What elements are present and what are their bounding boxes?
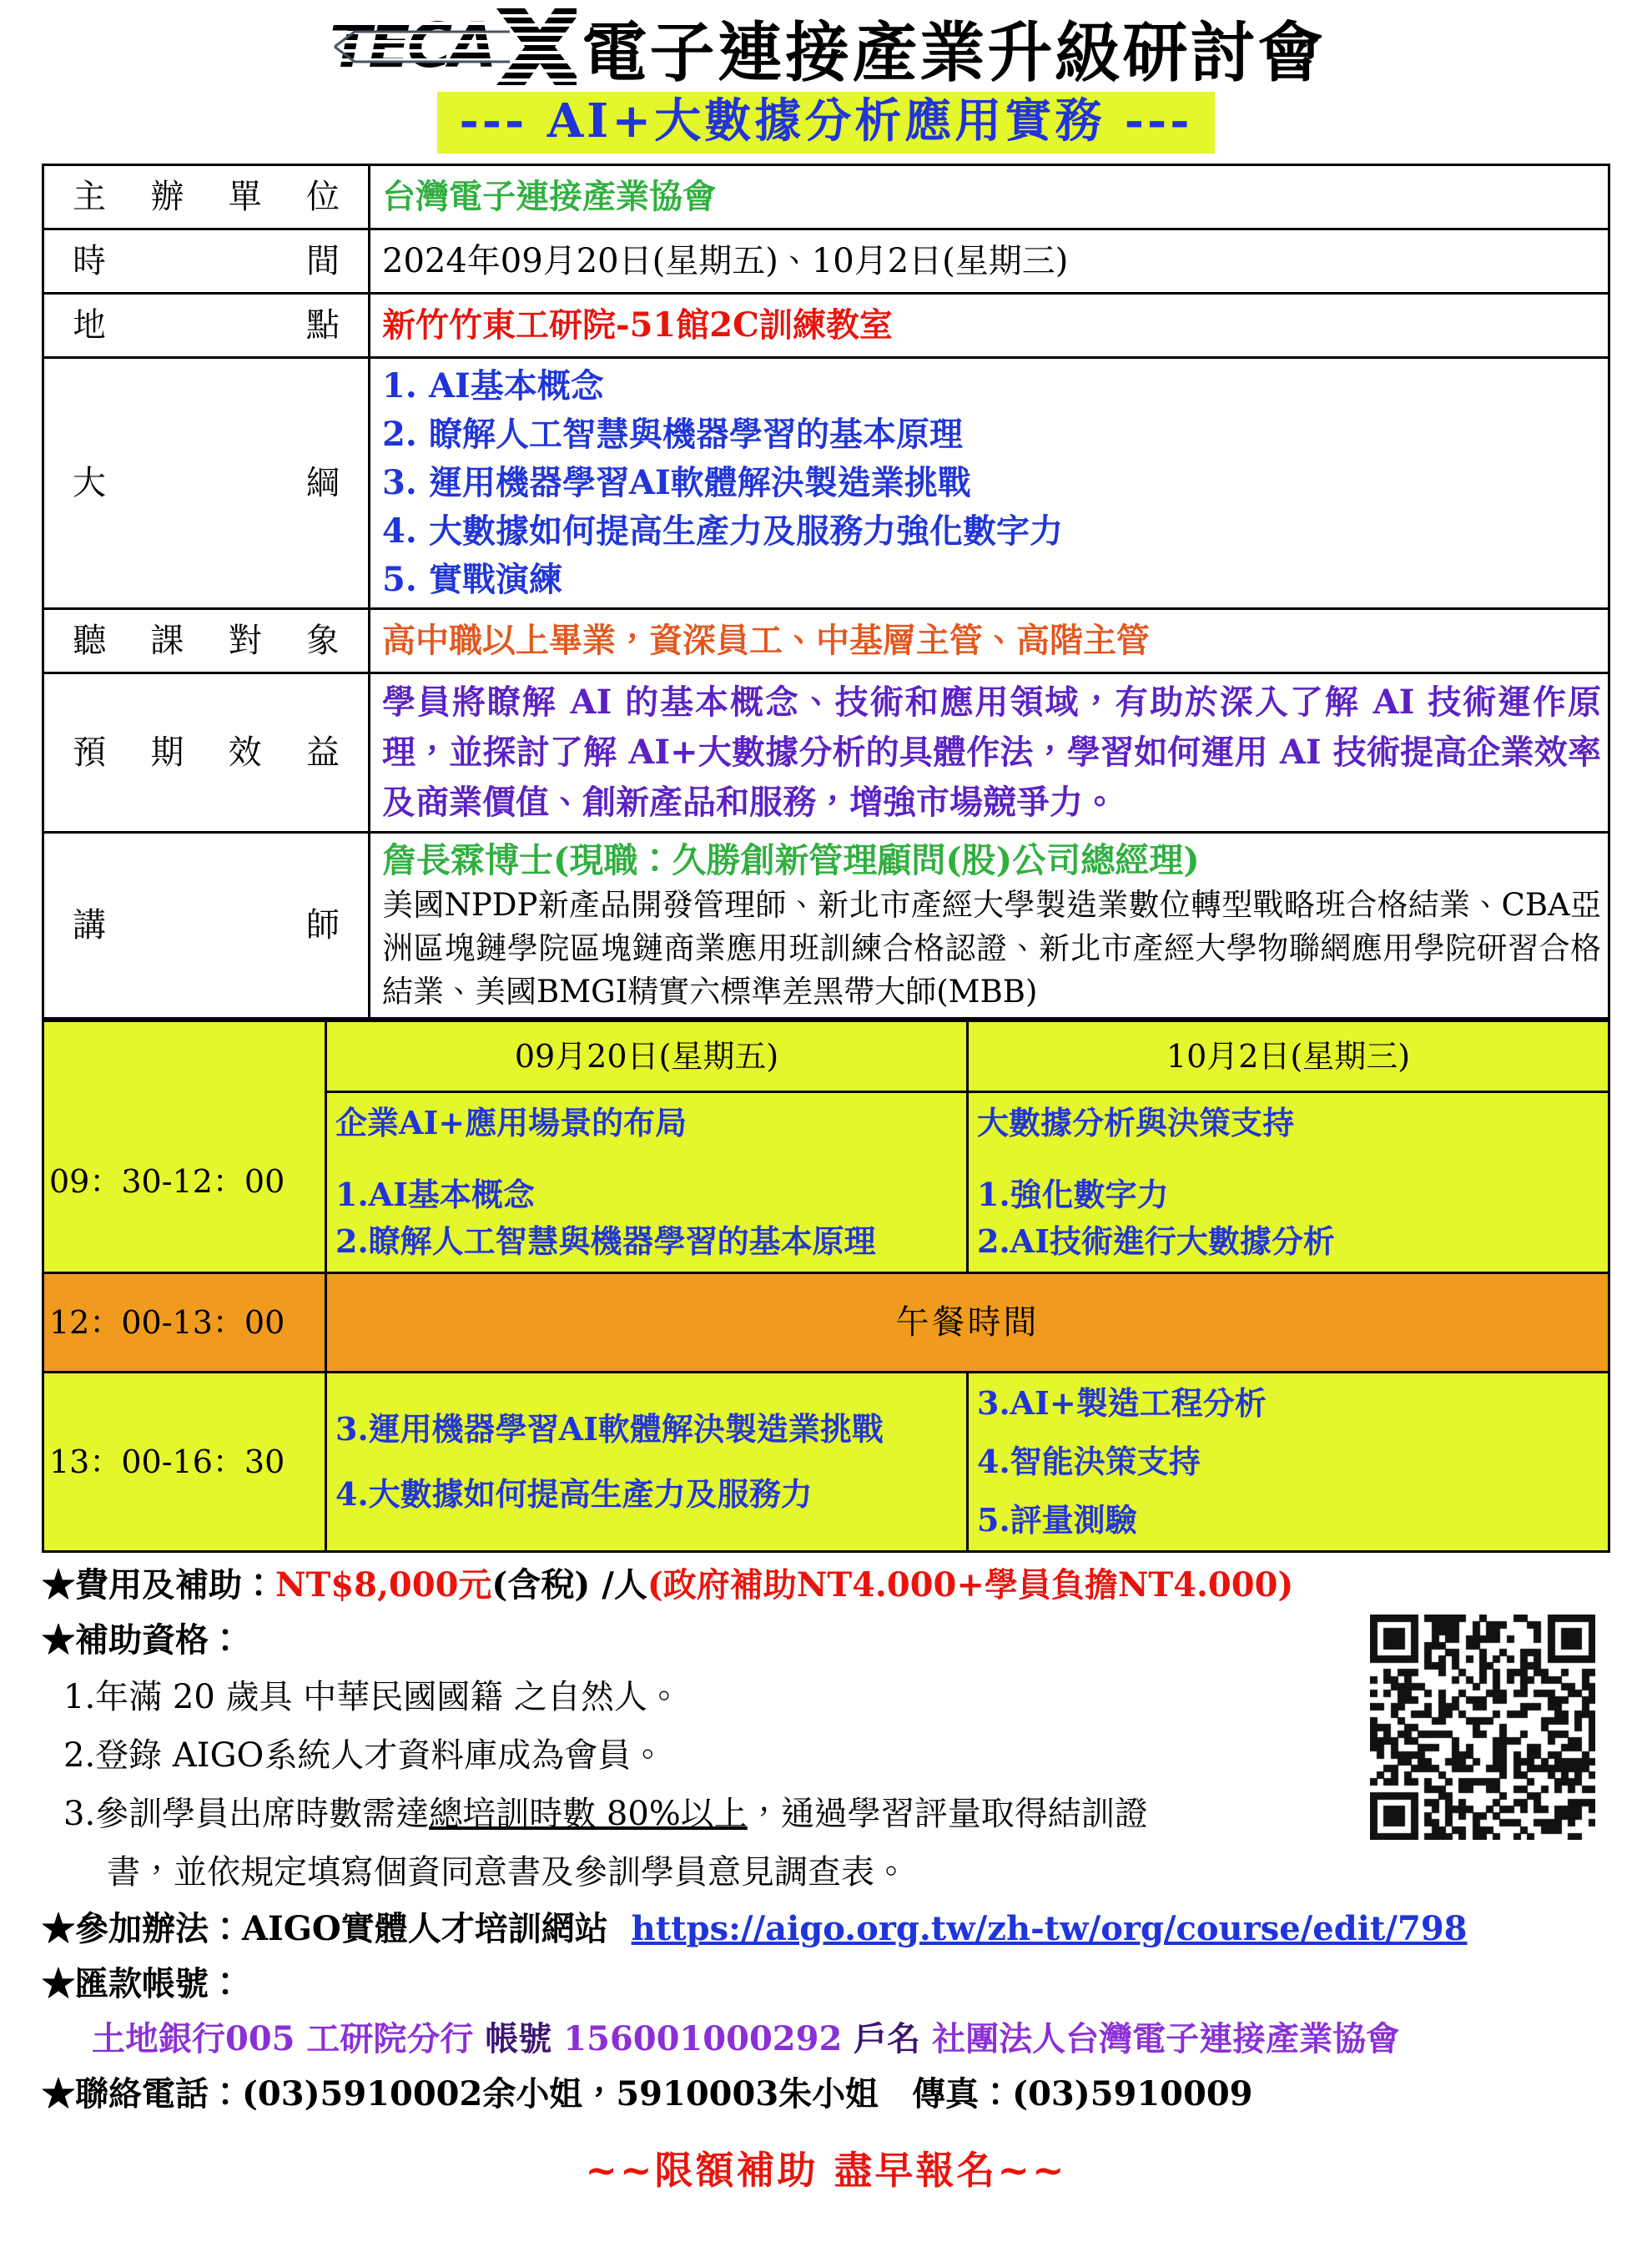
join-label: ★參加辦法： (42, 1909, 242, 1948)
schedule-table (42, 1020, 1610, 1553)
fee-label: ★費用及補助： (42, 1565, 275, 1605)
schedule-day1-header: 09月20日(星期五) (326, 1021, 968, 1092)
schedule-afternoon-day2 (968, 1373, 1609, 1552)
contact-line (42, 2067, 1610, 2122)
schedule-afternoon-day1 (326, 1373, 968, 1552)
page-title: 電子連接產業升級研討會 (582, 15, 1326, 91)
schedule-row-afternoon (43, 1373, 1609, 1552)
footer-slogan: ~~限額補助 盡早報名~~ (585, 2148, 1067, 2193)
qr-code-icon (1370, 1615, 1595, 1840)
schedule-morning-day2 (968, 1092, 1609, 1273)
schedule-morning-day1-topic: 企業AI+應用場景的布局 (335, 1104, 687, 1141)
schedule-lunch-label: 午餐時間 (326, 1273, 1609, 1373)
qualification-item-3-prefix: 3.參訓學員出席時數需達 (63, 1795, 430, 1833)
fee-tax: (含稅) (491, 1565, 591, 1605)
list-item: 4.智能決策支持 (977, 1443, 1201, 1480)
lecturer-value-cell (370, 833, 1609, 1019)
list-item (382, 556, 1601, 604)
list-item: 2.瞭解人工智慧與機器學習的基本原理 (335, 1222, 876, 1260)
list-item (382, 362, 1601, 411)
list-item (382, 459, 1601, 507)
table-row-lecturer (43, 833, 1609, 1019)
list-item-label: 運用機器學習AI軟體解決製造業挑戰 (429, 463, 971, 502)
benefit-value-cell (370, 673, 1609, 833)
qualification-item-3-underline: 總培訓時數 80%以上 (429, 1795, 748, 1833)
qualification-item-3-suffix: ，通過學習評量取得結訓證 (747, 1795, 1148, 1833)
table-row-outline (43, 358, 1609, 609)
place-label: 地點 (43, 294, 370, 358)
schedule-afternoon-time: 13：00-16：30 (43, 1373, 326, 1552)
contact-value: (03)5910002余小姐，5910003朱小姐 (242, 2074, 879, 2113)
time-label: 時間 (43, 229, 370, 294)
benefit-label: 預期效益 (43, 673, 370, 833)
list-item: 2.AI技術進行大數據分析 (977, 1222, 1335, 1260)
header (0, 0, 1652, 90)
join-text: AIGO實體人才培訓網站 (242, 1909, 608, 1948)
lecturer-bio: 美國NPDP新產品開發管理師、新北市產經大學製造業數位轉型戰略班合格結業、CBA亞洲區塊鏈學院區塊鏈商業應用班訓練合格認證、新北市產經大學物聯網應用學院研習合格結業、美國BMGI精實六標準差黑帶大師(MBB) (382, 887, 1601, 1010)
fee-line (42, 1558, 1610, 1613)
notes-section (42, 1558, 1610, 2197)
qr-code-canvas (1370, 1615, 1595, 1840)
table-row-organizer (43, 165, 1609, 229)
schedule-morning-day2-topic: 大數據分析與決策支持 (977, 1104, 1295, 1141)
list-item-label: 實戰演練 (429, 560, 562, 599)
bank-account-label: 帳號 (485, 2019, 552, 2058)
bank-holder-name: 社團法人台灣電子連接產業協會 (932, 2019, 1400, 2058)
info-table (42, 164, 1610, 1020)
list-item-number: 2. (382, 415, 417, 454)
qualification-label: ★補助資格： (42, 1620, 242, 1660)
contact-label: ★聯絡電話： (42, 2074, 242, 2113)
schedule-day2-header: 10月2日(星期三) (968, 1021, 1609, 1092)
fee-per: /人 (590, 1565, 647, 1605)
qualification-item-1: 1.年滿 20 歲具 中華民國國籍 之自然人。 (63, 1678, 681, 1716)
fax-label: 傳真： (879, 2074, 1013, 2113)
table-row-benefit (43, 673, 1609, 833)
registration-link[interactable]: https://aigo.org.tw/zh-tw/org/course/edit/798 (631, 1909, 1468, 1948)
schedule-corner-cell (43, 1021, 326, 1092)
list-item-number: 3. (382, 463, 417, 502)
audience-value: 高中職以上畢業，資深員工、中基層主管、高階主管 (370, 609, 1609, 673)
lecturer-label: 講師 (43, 833, 370, 1019)
schedule-row-morning (43, 1092, 1609, 1273)
outline-label: 大綱 (43, 358, 370, 609)
bank-name: 土地銀行005 工研院分行 (92, 2019, 474, 2058)
outline-value (370, 358, 1609, 609)
page-subtitle: --- AI+大數據分析應用實務 --- (437, 92, 1214, 154)
list-item-label: 大數據如何提高生產力及服務力強化數字力 (429, 511, 1063, 551)
list-item: 5.評量測驗 (977, 1501, 1137, 1539)
fax-value: (03)5910009 (1012, 2074, 1253, 2113)
teca-logo-icon (326, 7, 577, 87)
fee-amount: NT$8,000元 (275, 1565, 492, 1605)
fee-breakdown: (政府補助NT4.000+學員負擔NT4.000) (647, 1565, 1294, 1605)
svg-text:TECA: TECA (330, 10, 495, 82)
schedule-morning-day1 (326, 1092, 968, 1273)
lecturer-name: 詹長霖博士 (382, 840, 553, 880)
place-value: 新竹竹東工研院-51館2C訓練教室 (370, 294, 1609, 358)
organizer-value: 台灣電子連接產業協會 (370, 165, 1609, 229)
list-item (382, 507, 1601, 556)
lecturer-position: (現職：久勝創新管理顧問(股)公司總經理) (553, 840, 1200, 880)
list-item-number: 1. (382, 366, 417, 406)
schedule-lunch-time: 12：00-13：00 (43, 1273, 326, 1373)
schedule-row-lunch (43, 1273, 1609, 1373)
organizer-label: 主辦單位 (43, 165, 370, 229)
list-item-label: AI基本概念 (429, 366, 604, 406)
lecturer-name-line (382, 837, 1601, 884)
bank-line (42, 2012, 1610, 2067)
list-item: 1.強化數字力 (977, 1176, 1169, 1213)
audience-label: 聽課對象 (43, 609, 370, 673)
list-item (42, 1785, 1332, 1843)
list-item (382, 411, 1601, 459)
table-row-audience (43, 609, 1609, 673)
time-value: 2024年09月20日(星期五)、10月2日(星期三) (370, 229, 1609, 294)
benefit-value: 學員將瞭解 AI 的基本概念、技術和應用領域，有助於深入了解 AI 技術運作原理，並探討了解 AI+大數據分析的具體作法，學習如何運用 AI 技術提高企業效率及商業價值、創新產品和服務，增強市場競爭力。 (382, 683, 1601, 822)
list-item-number: 5. (382, 560, 417, 599)
list-item-number: 4. (382, 511, 417, 551)
list-item (42, 1668, 1332, 1726)
list-item: 3.AI+製造工程分析 (977, 1384, 1267, 1422)
list-item: 3.運用機器學習AI軟體解決製造業挑戰 (335, 1410, 884, 1448)
join-line (42, 1902, 1610, 1957)
schedule-morning-time: 09：30-12：00 (43, 1092, 326, 1273)
list-item (42, 1726, 1332, 1785)
qualification-continuation: 書，並依規定填寫個資同意書及參訓學員意見調查表。 (107, 1853, 908, 1892)
teca-logo (326, 7, 577, 87)
remit-label: ★匯款帳號： (42, 1964, 242, 2003)
outline-list (382, 362, 1601, 604)
table-row-time (43, 229, 1609, 294)
schedule-header-row (43, 1021, 1609, 1092)
qualification-item-2: 2.登錄 AIGO系統人才資料庫成為會員。 (63, 1736, 665, 1775)
list-item-label: 瞭解人工智慧與機器學習的基本原理 (429, 415, 963, 454)
bank-account-number: 156001000292 (563, 2019, 843, 2058)
subtitle-row (0, 92, 1652, 154)
bank-holder-label: 戶名 (854, 2019, 921, 2058)
list-item: 4.大數據如何提高生產力及服務力 (335, 1475, 813, 1513)
list-item: 1.AI基本概念 (335, 1176, 535, 1213)
table-row-place (43, 294, 1609, 358)
